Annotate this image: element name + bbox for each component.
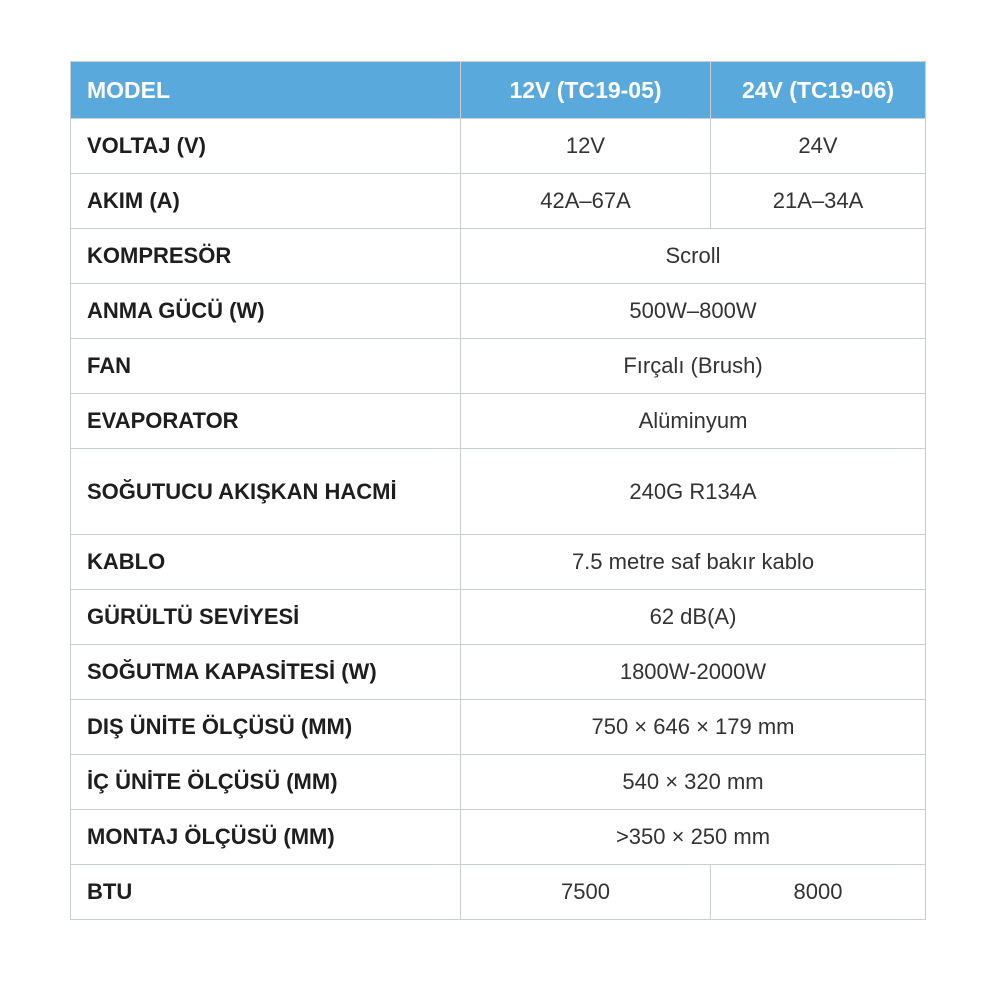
row-value-12v: 12V: [461, 119, 711, 174]
table-row: [71, 174, 926, 229]
spec-table: [70, 61, 926, 920]
header-model: MODEL: [71, 62, 461, 119]
row-value: 62 dB(A): [461, 590, 926, 645]
row-label: SOĞUTMA KAPASİTESİ (W): [71, 645, 461, 700]
table-row: [71, 590, 926, 645]
header-24v-model: 24V (TC19-06): [711, 62, 926, 119]
row-label: FAN: [71, 339, 461, 394]
row-value: Fırçalı (Brush): [461, 339, 926, 394]
row-label: AKIM (A): [71, 174, 461, 229]
spec-table-body: [71, 119, 926, 920]
row-value: 7.5 metre saf bakır kablo: [461, 535, 926, 590]
row-label: GÜRÜLTÜ SEVİYESİ: [71, 590, 461, 645]
row-value: Scroll: [461, 229, 926, 284]
row-value-12v: 7500: [461, 865, 711, 920]
header-12v-model: 12V (TC19-05): [461, 62, 711, 119]
table-row: [71, 700, 926, 755]
row-label: SOĞUTUCU AKIŞKAN HACMİ: [71, 449, 461, 535]
row-value-24v: 24V: [711, 119, 926, 174]
row-label: DIŞ ÜNİTE ÖLÇÜSÜ (MM): [71, 700, 461, 755]
row-label: VOLTAJ (V): [71, 119, 461, 174]
row-value: 240G R134A: [461, 449, 926, 535]
table-row: [71, 810, 926, 865]
row-value: 500W–800W: [461, 284, 926, 339]
row-value-12v: 42A–67A: [461, 174, 711, 229]
spec-table-header: [71, 62, 926, 119]
row-label: İÇ ÜNİTE ÖLÇÜSÜ (MM): [71, 755, 461, 810]
row-label: MONTAJ ÖLÇÜSÜ (MM): [71, 810, 461, 865]
table-row: [71, 755, 926, 810]
table-row: [71, 449, 926, 535]
table-row: [71, 229, 926, 284]
row-label: ANMA GÜCÜ (W): [71, 284, 461, 339]
table-row: [71, 645, 926, 700]
row-value: 1800W-2000W: [461, 645, 926, 700]
row-label: BTU: [71, 865, 461, 920]
table-row: [71, 535, 926, 590]
table-row: [71, 119, 926, 174]
table-row: [71, 865, 926, 920]
row-value-24v: 8000: [711, 865, 926, 920]
table-row: [71, 284, 926, 339]
row-value: >350 × 250 mm: [461, 810, 926, 865]
row-label: EVAPORATOR: [71, 394, 461, 449]
table-row: [71, 394, 926, 449]
row-value: Alüminyum: [461, 394, 926, 449]
row-label: KOMPRESÖR: [71, 229, 461, 284]
row-value: 750 × 646 × 179 mm: [461, 700, 926, 755]
header-row: [71, 62, 926, 119]
table-row: [71, 339, 926, 394]
row-label: KABLO: [71, 535, 461, 590]
row-value-24v: 21A–34A: [711, 174, 926, 229]
row-value: 540 × 320 mm: [461, 755, 926, 810]
